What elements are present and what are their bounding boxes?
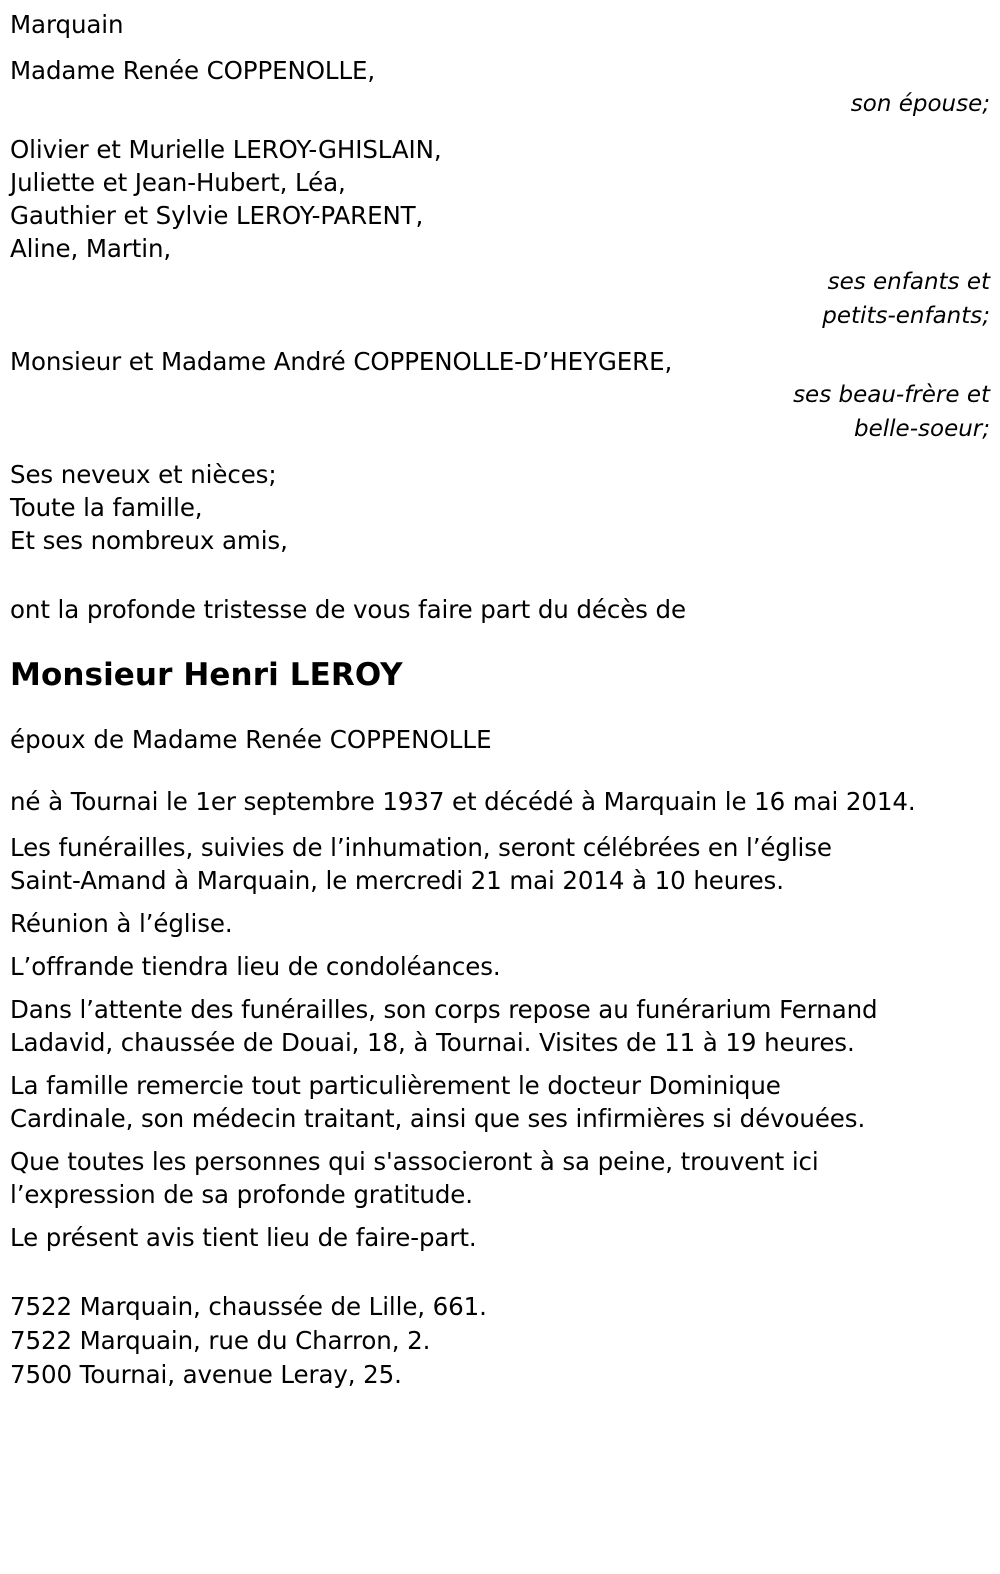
family-group-others <box>10 458 990 557</box>
spacer <box>10 1254 990 1290</box>
family-member-line: Ses neveux et nièces; <box>10 460 277 489</box>
family-member-line: Madame Renée COPPENOLLE, <box>10 56 376 85</box>
address-line: 7522 Marquain, chaussée de Lille, 661. <box>10 1292 487 1321</box>
spacer <box>10 446 990 458</box>
spacer <box>10 627 990 655</box>
relation-line: belle-soeur; <box>854 416 990 442</box>
paragraph-line: La famille remercie tout particulièrement le docteur Dominique <box>10 1071 781 1100</box>
spacer <box>10 121 990 133</box>
spacer <box>10 757 990 785</box>
family-member-line: Et ses nombreux amis, <box>10 526 288 555</box>
spacer <box>10 819 990 831</box>
relation-line: ses beau-frère et <box>793 382 990 408</box>
family-member-line: Gauthier et Sylvie LEROY-PARENT, <box>10 201 424 230</box>
paragraph-line: l’expression de sa profonde gratitude. <box>10 1180 473 1209</box>
spacer <box>10 333 990 345</box>
family-member-line: Olivier et Murielle LEROY-GHISLAIN, <box>10 135 442 164</box>
birth-death-line: né à Tournai le 1er septembre 1937 et décédé à Marquain le 16 mai 2014. <box>10 787 916 816</box>
paragraph-line: L’offrande tiendra lieu de condoléances. <box>10 952 501 981</box>
family-group-spouse <box>10 54 990 87</box>
paragraph-line: Dans l’attente des funérailles, son corps repose au funérarium Fernand <box>10 995 878 1024</box>
paragraph-line: Cardinale, son médecin traitant, ainsi que ses infirmières si dévouées. <box>10 1104 866 1133</box>
relation-line: petits-enfants; <box>822 303 990 329</box>
address-line: 7522 Marquain, rue du Charron, 2. <box>10 1326 431 1355</box>
spacer <box>10 695 990 723</box>
spouse-of-line: époux de Madame Renée COPPENOLLE <box>10 725 492 754</box>
relation-children <box>10 265 990 333</box>
paragraph-line: Les funérailles, suivies de l’inhumation, seront célébrées en l’église <box>10 833 832 862</box>
paragraph-offering <box>10 950 990 983</box>
paragraph-line: Que toutes les personnes qui s'associeront à sa peine, trouvent ici <box>10 1147 819 1176</box>
paragraph-gratitude <box>10 1145 990 1211</box>
spacer <box>10 42 990 54</box>
paragraph-line: Réunion à l’église. <box>10 909 233 938</box>
address-line: 7500 Tournai, avenue Leray, 25. <box>10 1360 402 1389</box>
locality-line: Marquain <box>10 10 124 39</box>
paragraph-thanks-doctor <box>10 1069 990 1135</box>
relation-spouse <box>10 87 990 121</box>
paragraph-line: Ladavid, chaussée de Douai, 18, à Tournai. Visites de 11 à 19 heures. <box>10 1028 855 1057</box>
paragraph-line: Le présent avis tient lieu de faire-part. <box>10 1223 477 1252</box>
paragraph-notice-statement <box>10 1221 990 1254</box>
address-block <box>10 1290 990 1392</box>
deceased-name: Monsieur Henri LEROY <box>10 657 403 693</box>
paragraph-funerarium <box>10 993 990 1059</box>
family-member-line: Monsieur et Madame André COPPENOLLE-D’HEYGERE, <box>10 347 673 376</box>
paragraph-funeral <box>10 831 990 897</box>
spacer <box>10 557 990 593</box>
relation-line: ses enfants et <box>827 269 990 295</box>
family-group-in-laws <box>10 345 990 378</box>
paragraph-line: Saint-Amand à Marquain, le mercredi 21 mai 2014 à 10 heures. <box>10 866 784 895</box>
family-member-line: Aline, Martin, <box>10 234 172 263</box>
relation-in-laws <box>10 378 990 446</box>
announcement-line: ont la profonde tristesse de vous faire part du décès de <box>10 595 686 624</box>
family-member-line: Toute la famille, <box>10 493 203 522</box>
family-member-line: Juliette et Jean-Hubert, Léa, <box>10 168 346 197</box>
family-group-children <box>10 133 990 265</box>
paragraph-reunion <box>10 907 990 940</box>
relation-line: son épouse; <box>850 91 990 117</box>
